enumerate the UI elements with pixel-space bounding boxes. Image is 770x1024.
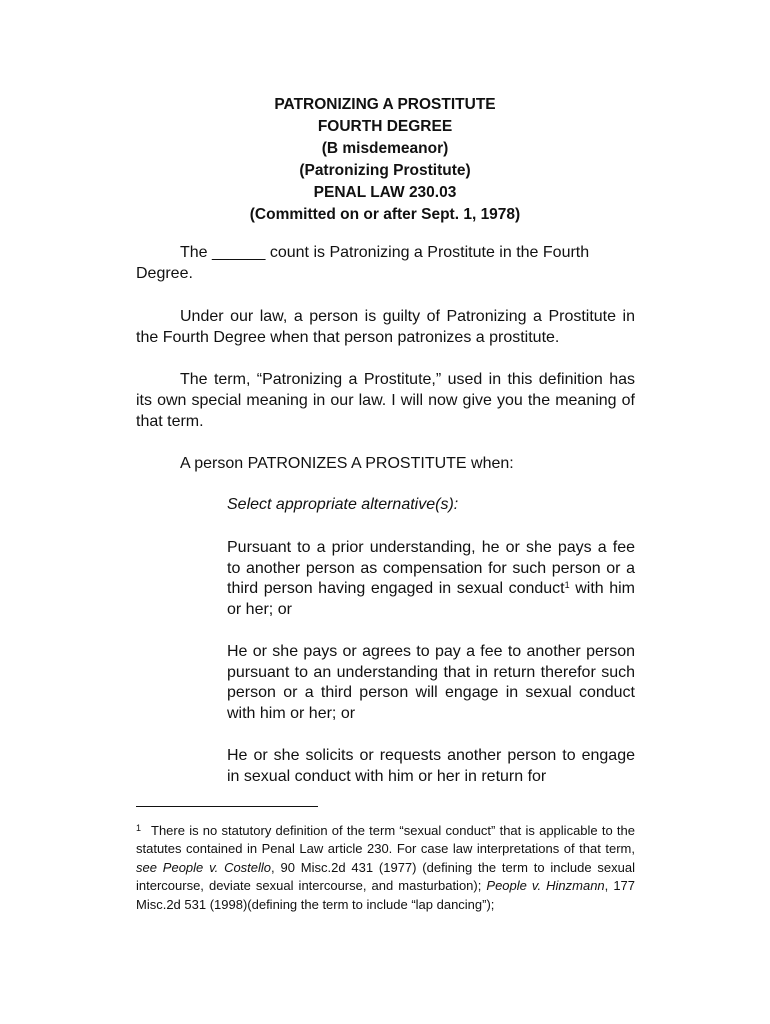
term-text: The term, “Patronizing a Prostitute,” used in this definition has its own special meaning in our law. I will now give you the meaning of that term. bbox=[136, 371, 635, 430]
paragraph-count bbox=[136, 242, 635, 284]
footnote-divider bbox=[136, 806, 318, 807]
footnote-case-costello: see People v. Costello bbox=[136, 859, 272, 875]
alternative-2: He or she pays or agrees to pay a fee to another person pursuant to an understanding that in return therefor such person or a third person will engage in sexual conduct with him or her; or bbox=[227, 643, 635, 722]
heading-short-name: (Patronizing Prostitute) bbox=[299, 162, 471, 179]
footnote-text-3: , 177 Misc.2d 531 (1998)(defining the term to include “lap dancing”); bbox=[136, 878, 636, 912]
heading-date: (Committed on or after Sept. 1, 1978) bbox=[249, 206, 521, 223]
patronizes-text: A person PATRONIZES A PROSTITUTE when: bbox=[180, 455, 514, 472]
document-heading bbox=[0, 94, 770, 226]
paragraph-patronizes bbox=[136, 453, 635, 474]
heading-statute: PENAL LAW 230.03 bbox=[313, 184, 457, 201]
alternative-1 bbox=[227, 538, 635, 620]
paragraph-definition bbox=[136, 306, 635, 348]
select-alternatives-label: Select appropriate alternative(s): bbox=[227, 496, 459, 513]
definition-text: Under our law, a person is guilty of Patronizing a Prostitute in the Fourth Degree when that person patronizes a prostitute. bbox=[136, 308, 635, 346]
paragraph-term bbox=[136, 369, 635, 432]
footnote-case-hinzmann: People v. Hinzmann bbox=[486, 878, 605, 894]
footnote-reference[interactable]: 1 bbox=[564, 580, 570, 590]
footnote-text-2: , 90 Misc.2d 431 (1977) (defining the term to include sexual intercourse, deviate sexual intercourse, and masturbation); bbox=[136, 859, 636, 894]
alternative-1-ending: with him or her; or bbox=[227, 580, 636, 618]
alternative-3: He or she solicits or requests another person to engage in sexual conduct with him or her in return for bbox=[227, 747, 635, 785]
heading-title: PATRONIZING A PROSTITUTE bbox=[274, 96, 496, 113]
count-sentence-start: The ______ count is Patronizing a Prostitute in the Fourth bbox=[180, 244, 590, 261]
heading-degree: FOURTH DEGREE bbox=[317, 118, 453, 135]
footnote-text-1: There is no statutory definition of the term “sexual conduct” that is applicable to the statutes contained in Penal Law article 230. For case law interpretations of that term, bbox=[136, 823, 635, 857]
count-sentence-end: Degree. bbox=[136, 265, 193, 282]
heading-class: (B misdemeanor) bbox=[321, 140, 449, 157]
footnote bbox=[136, 822, 635, 914]
alternative-1-text: Pursuant to a prior understanding, he or she pays a fee to another person as compensation for such person or a third person having engaged in sexual conduct bbox=[227, 539, 635, 597]
footnote-number: 1 bbox=[136, 823, 142, 833]
